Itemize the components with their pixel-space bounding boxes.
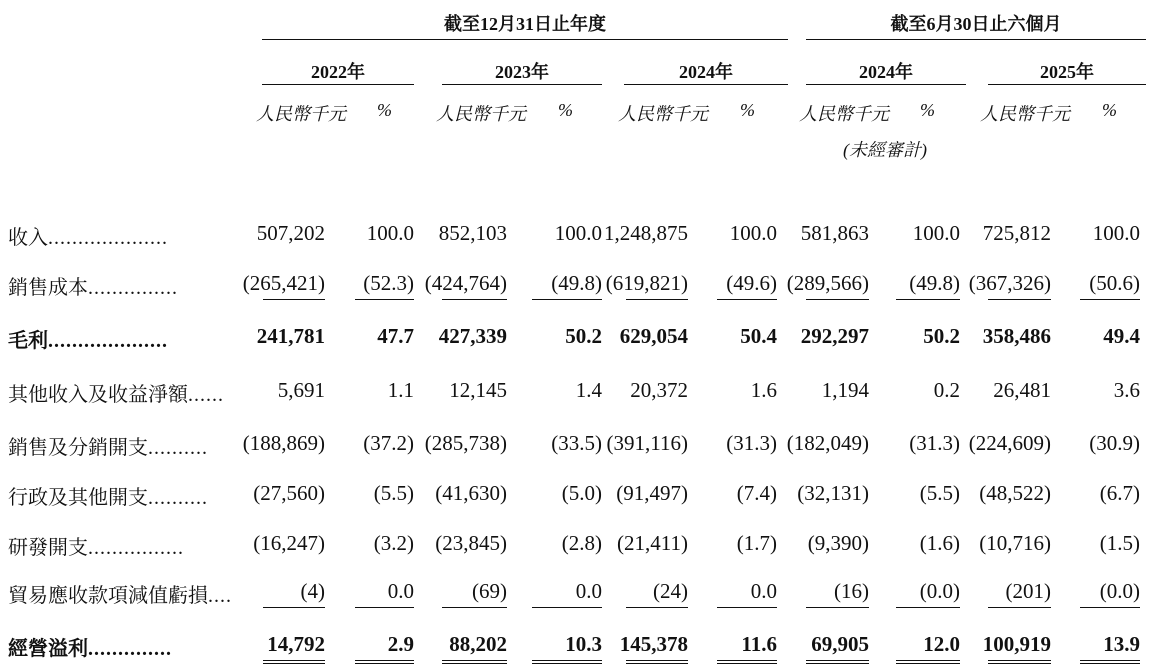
cell-amount: (367,326) [968, 271, 1051, 295]
leader-dots: ............... [88, 277, 178, 299]
unit-rmb: 人民幣千元 [980, 104, 1070, 124]
row-label-text: 銷售及分銷開支 [8, 437, 148, 459]
unit-rmb: 人民幣千元 [618, 104, 708, 124]
cell-amount: (27,560) [253, 481, 325, 505]
row-label [8, 324, 168, 353]
row-label [8, 579, 232, 608]
cell-amount: 1,248,875 [604, 221, 688, 245]
total-double-rule [355, 660, 414, 664]
unit-rmb: 人民幣千元 [436, 104, 526, 124]
cell-percent: 2.9 [387, 632, 414, 656]
subtotal-rule [717, 299, 777, 300]
subtotal-rule [1080, 299, 1140, 300]
cell-percent: 0.2 [933, 378, 960, 402]
subtotal-rule [626, 607, 688, 608]
cell-amount: 427,339 [438, 324, 507, 348]
cell-amount: 69,905 [811, 632, 869, 656]
cell-amount: (224,609) [968, 431, 1051, 455]
cell-amount: (91,497) [616, 481, 688, 505]
cell-percent: (0.0) [919, 579, 960, 603]
total-double-rule [896, 660, 960, 664]
cell-amount: 100,919 [982, 632, 1051, 656]
leader-dots: ................ [88, 537, 184, 559]
cell-percent: (49.8) [909, 271, 960, 295]
row-label-text: 毛利 [8, 330, 48, 352]
cell-amount: 629,054 [619, 324, 688, 348]
subtotal-rule [806, 299, 869, 300]
cell-percent: 12.0 [923, 632, 960, 656]
cell-amount: 26,481 [993, 378, 1051, 402]
total-double-rule [442, 660, 507, 664]
cell-amount: (201) [1005, 579, 1051, 603]
cell-amount: 725,812 [982, 221, 1051, 245]
year-rule [262, 84, 414, 85]
cell-amount: (41,630) [435, 481, 507, 505]
row-label-text: 銷售成本 [8, 277, 88, 299]
subtotal-rule [442, 607, 507, 608]
cell-percent: (5.0) [561, 481, 602, 505]
row-label-text: 行政及其他開支 [8, 487, 148, 509]
cell-percent: (5.5) [919, 481, 960, 505]
header-rule-annual [262, 39, 788, 40]
cell-amount: 12,145 [449, 378, 507, 402]
subtotal-rule [263, 299, 325, 300]
unit-pct: % [740, 100, 755, 120]
cell-percent: (6.7) [1099, 481, 1140, 505]
cell-percent: (49.8) [551, 271, 602, 295]
subtotal-rule [988, 607, 1051, 608]
cell-amount: (4) [300, 579, 325, 603]
subtotal-rule [442, 299, 507, 300]
cell-amount: (16,247) [253, 531, 325, 555]
year-2022: 2022年 [311, 62, 365, 82]
subtotal-rule [806, 607, 869, 608]
cell-percent: 50.4 [740, 324, 777, 348]
unit-pct: % [377, 100, 392, 120]
cell-percent: (31.3) [909, 431, 960, 455]
row-label-text: 其他收入及收益淨額 [8, 384, 188, 406]
cell-percent: (52.3) [363, 271, 414, 295]
cell-percent: 100.0 [554, 221, 602, 245]
cell-percent: (1.6) [919, 531, 960, 555]
row-label-text: 貿易應收款項減值虧損 [8, 585, 208, 607]
row-label [8, 431, 208, 460]
subtotal-rule [263, 607, 325, 608]
cell-amount: (285,738) [424, 431, 507, 455]
total-double-rule [1080, 660, 1140, 664]
row-label [8, 632, 172, 661]
cell-percent: 13.9 [1103, 632, 1140, 656]
cell-percent: 49.4 [1103, 324, 1140, 348]
cell-amount: 241,781 [256, 324, 325, 348]
total-double-rule [626, 660, 688, 664]
cell-percent: 50.2 [565, 324, 602, 348]
unaudited-note: (未經審計) [843, 140, 927, 160]
cell-amount: (9,390) [807, 531, 869, 555]
cell-percent: 100.0 [366, 221, 414, 245]
subtotal-rule [896, 299, 960, 300]
cell-percent: (1.7) [736, 531, 777, 555]
cell-amount: (69) [472, 579, 507, 603]
row-label-text: 研發開支 [8, 537, 88, 559]
leader-dots: ...... [188, 384, 224, 406]
cell-percent: (37.2) [363, 431, 414, 455]
cell-percent: 0.0 [387, 579, 414, 603]
cell-percent: (5.5) [373, 481, 414, 505]
year-rule [988, 84, 1146, 85]
row-label [8, 481, 208, 510]
leader-dots: .......... [148, 437, 208, 459]
leader-dots: .......... [148, 487, 208, 509]
cell-percent: (2.8) [561, 531, 602, 555]
subtotal-rule [626, 299, 688, 300]
cell-percent: 1.1 [387, 378, 414, 402]
cell-percent: (31.3) [726, 431, 777, 455]
row-label [8, 221, 168, 250]
cell-amount: (32,131) [797, 481, 869, 505]
year-rule [442, 84, 602, 85]
cell-percent: 1.6 [750, 378, 777, 402]
cell-percent: 50.2 [923, 324, 960, 348]
cell-percent: 100.0 [1092, 221, 1140, 245]
cell-percent: (0.0) [1099, 579, 1140, 603]
cell-percent: 47.7 [377, 324, 414, 348]
cell-amount: (265,421) [242, 271, 325, 295]
year-2024-half: 2024年 [859, 62, 913, 82]
cell-amount: 88,202 [449, 632, 507, 656]
year-rule [624, 84, 788, 85]
cell-amount: 358,486 [982, 324, 1051, 348]
cell-amount: 852,103 [438, 221, 507, 245]
cell-amount: (21,411) [617, 531, 688, 555]
row-label [8, 531, 184, 560]
unit-rmb: 人民幣千元 [256, 104, 346, 124]
cell-amount: 581,863 [800, 221, 869, 245]
unit-pct: % [920, 100, 935, 120]
cell-percent: (3.2) [373, 531, 414, 555]
leader-dots: .... [208, 585, 232, 607]
cell-percent: (7.4) [736, 481, 777, 505]
cell-amount: (10,716) [979, 531, 1051, 555]
year-2025-half: 2025年 [1040, 62, 1094, 82]
cell-amount: (289,566) [786, 271, 869, 295]
cell-amount: 20,372 [630, 378, 688, 402]
year-2023: 2023年 [495, 62, 549, 82]
cell-amount: (619,821) [605, 271, 688, 295]
header-rule-half [806, 39, 1146, 40]
cell-amount: (182,049) [786, 431, 869, 455]
row-label [8, 271, 178, 300]
cell-amount: (23,845) [435, 531, 507, 555]
cell-amount: 1,194 [821, 378, 869, 402]
header-group-annual: 截至12月31日止年度 [444, 14, 606, 34]
cell-percent: 3.6 [1113, 378, 1140, 402]
leader-dots: .................... [48, 330, 168, 352]
total-double-rule [988, 660, 1051, 664]
unit-pct: % [558, 100, 573, 120]
cell-amount: 507,202 [256, 221, 325, 245]
total-double-rule [532, 660, 602, 664]
subtotal-rule [896, 607, 960, 608]
cell-amount: 292,297 [800, 324, 869, 348]
subtotal-rule [532, 607, 602, 608]
row-label-text: 收入 [8, 227, 48, 249]
cell-percent: (1.5) [1099, 531, 1140, 555]
subtotal-rule [988, 299, 1051, 300]
cell-amount: (424,764) [424, 271, 507, 295]
cell-amount: 14,792 [267, 632, 325, 656]
cell-amount: (391,116) [606, 431, 688, 455]
cell-amount: (48,522) [979, 481, 1051, 505]
cell-amount: (16) [834, 579, 869, 603]
unit-pct: % [1102, 100, 1117, 120]
cell-amount: (188,869) [242, 431, 325, 455]
cell-percent: 100.0 [729, 221, 777, 245]
total-double-rule [263, 660, 325, 664]
cell-percent: (30.9) [1089, 431, 1140, 455]
subtotal-rule [532, 299, 602, 300]
row-label [8, 378, 224, 407]
cell-percent: (49.6) [726, 271, 777, 295]
total-double-rule [806, 660, 869, 664]
leader-dots: .............. [88, 638, 172, 660]
cell-percent: 10.3 [565, 632, 602, 656]
subtotal-rule [717, 607, 777, 608]
cell-percent: 100.0 [912, 221, 960, 245]
subtotal-rule [1080, 607, 1140, 608]
subtotal-rule [355, 607, 414, 608]
cell-percent: 11.6 [741, 632, 777, 656]
leader-dots: .................... [48, 227, 168, 249]
subtotal-rule [355, 299, 414, 300]
cell-amount: (24) [653, 579, 688, 603]
cell-amount: 145,378 [619, 632, 688, 656]
row-label-text: 經營溢利 [8, 638, 88, 660]
header-group-half: 截至6月30日止六個月 [890, 14, 1062, 34]
cell-percent: (33.5) [551, 431, 602, 455]
cell-percent: 1.4 [575, 378, 602, 402]
cell-percent: 0.0 [750, 579, 777, 603]
year-rule [806, 84, 966, 85]
cell-percent: 0.0 [575, 579, 602, 603]
total-double-rule [717, 660, 777, 664]
year-2024: 2024年 [679, 62, 733, 82]
cell-percent: (50.6) [1089, 271, 1140, 295]
cell-amount: 5,691 [277, 378, 325, 402]
unit-rmb: 人民幣千元 [799, 104, 889, 124]
